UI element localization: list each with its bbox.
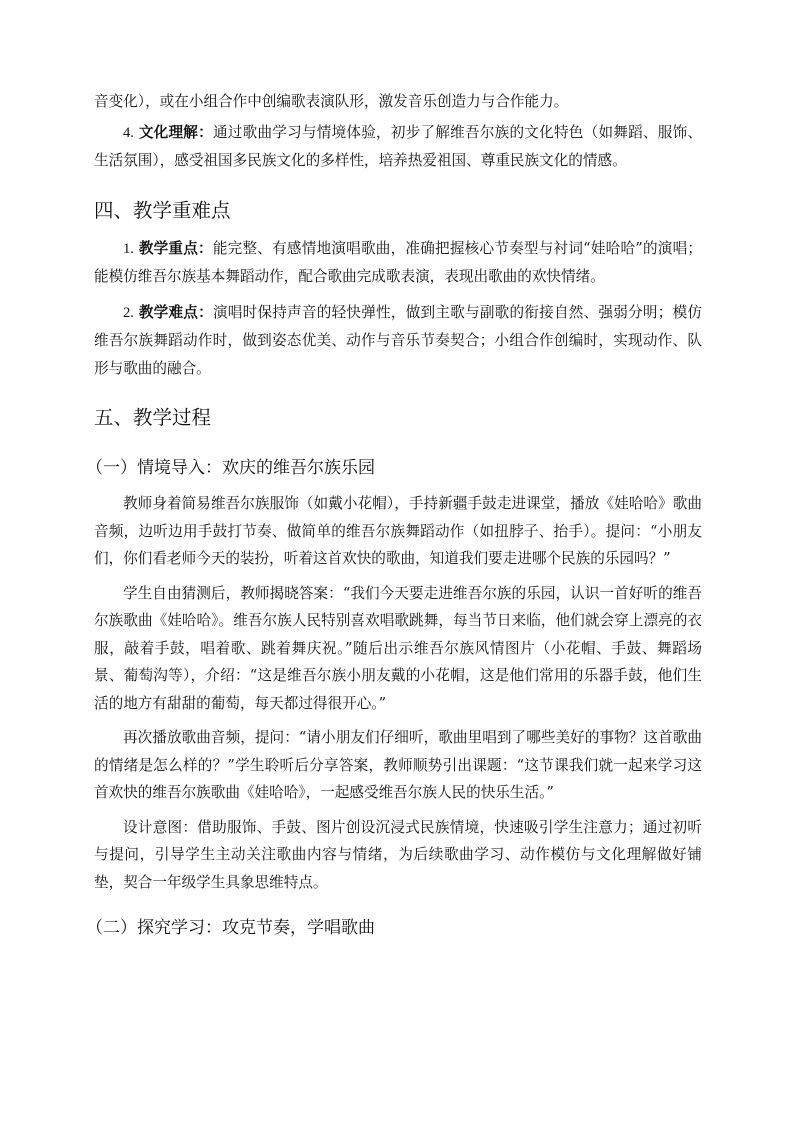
culture-text: 通过歌曲学习与情境体验，初步了解维吾尔族的文化特色（如舞蹈、服饰、生活氛围），感受祖国多民族文化的多样性，培养热爱祖国、尊重民族文化的情感。 [94,123,702,169]
part-1-paragraph: 教师身着简易维吾尔族服饰（如戴小花帽），手持新疆手鼓走进课堂，播放《娃哈哈》歌曲音频，边听边用手鼓打节奏、做简单的维吾尔族舞蹈动作（如扭脖子、抬手）。提问：“小朋友们，你们看老师今天的装扮，听着这首欢快的歌曲，知道我们要走进哪个民族的乐园吗？” [94,495,702,567]
key-points-number: 1. [123,240,134,257]
document-page [86,88,702,942]
difficulty-label: 教学难点： [138,303,213,321]
key-points-paragraph [94,235,702,291]
culture-number: 4. [123,124,134,141]
key-points-label: 教学重点： [138,239,213,257]
key-points-text: 能完整、有感情地演唱歌曲，准确把握核心节奏型与衬词“娃哈哈”的演唱；能模仿维吾尔族基本舞蹈动作，配合歌曲完成歌表演，表现出歌曲的欢快情绪。 [94,239,702,285]
section-4-title: 四、教学重难点 [94,198,231,222]
part-1-paragraph: 再次播放歌曲音频，提问：“请小朋友们仔细听，歌曲里唱到了哪些美好的事物？这首歌曲的情绪是怎么样的？”学生聆听后分享答案，教师顺势引出课题：“这节课我们就一起来学习这首欢快的维吾尔族歌曲《娃哈哈》，一起感受维吾尔族人民的快乐生活。” [94,729,702,801]
culture-label: 文化理解： [138,123,213,141]
difficulty-number: 2. [123,304,134,321]
difficulty-paragraph [94,299,702,383]
culture-objective-paragraph [94,119,702,175]
difficulty-text: 演唱时保持声音的轻快弹性，做到主歌与副歌的衔接自然、强弱分明；模仿维吾尔族舞蹈动作时，做到姿态优美、动作与音乐节奏契合；小组合作创编时，实现动作、队形与歌曲的融合。 [94,303,702,377]
section-5-title: 五、教学过程 [94,406,212,429]
design-intent-paragraph: 设计意图：借助服饰、手鼓、图片创设沉浸式民族情境，快速吸引学生注意力；通过初听与提问，引导学生主动关注歌曲内容与情绪，为后续歌曲学习、动作模仿与文化理解做好铺垫，契合一年级学生具象思维特点。 [94,818,702,891]
continuation-paragraph: 音变化），或在小组合作中创编歌表演队形，激发音乐创造力与合作能力。 [94,93,569,110]
part-2-title: （二）探究学习：攻克节奏，学唱歌曲 [86,918,375,938]
part-1-paragraph: 学生自由猜测后，教师揭晓答案：“我们今天要走进维吾尔族的乐园，认识一首好听的维吾尔族歌曲《娃哈哈》。维吾尔族人民特别喜欢唱歌跳舞，每当节日来临，他们就会穿上漂亮的衣服，敲着手鼓，唱着歌、跳着舞庆祝。”随后出示维吾尔族风情图片（小花帽、手鼓、舞蹈场景、葡萄沟等），介绍：“这是维吾尔族小朋友戴的小花帽，这是他们常用的乐器手鼓，他们生活的地方有甜甜的葡萄，每天都过得很开心。” [94,584,702,712]
part-1-title: （一）情境导入：欢庆的维吾尔族乐园 [86,458,375,478]
